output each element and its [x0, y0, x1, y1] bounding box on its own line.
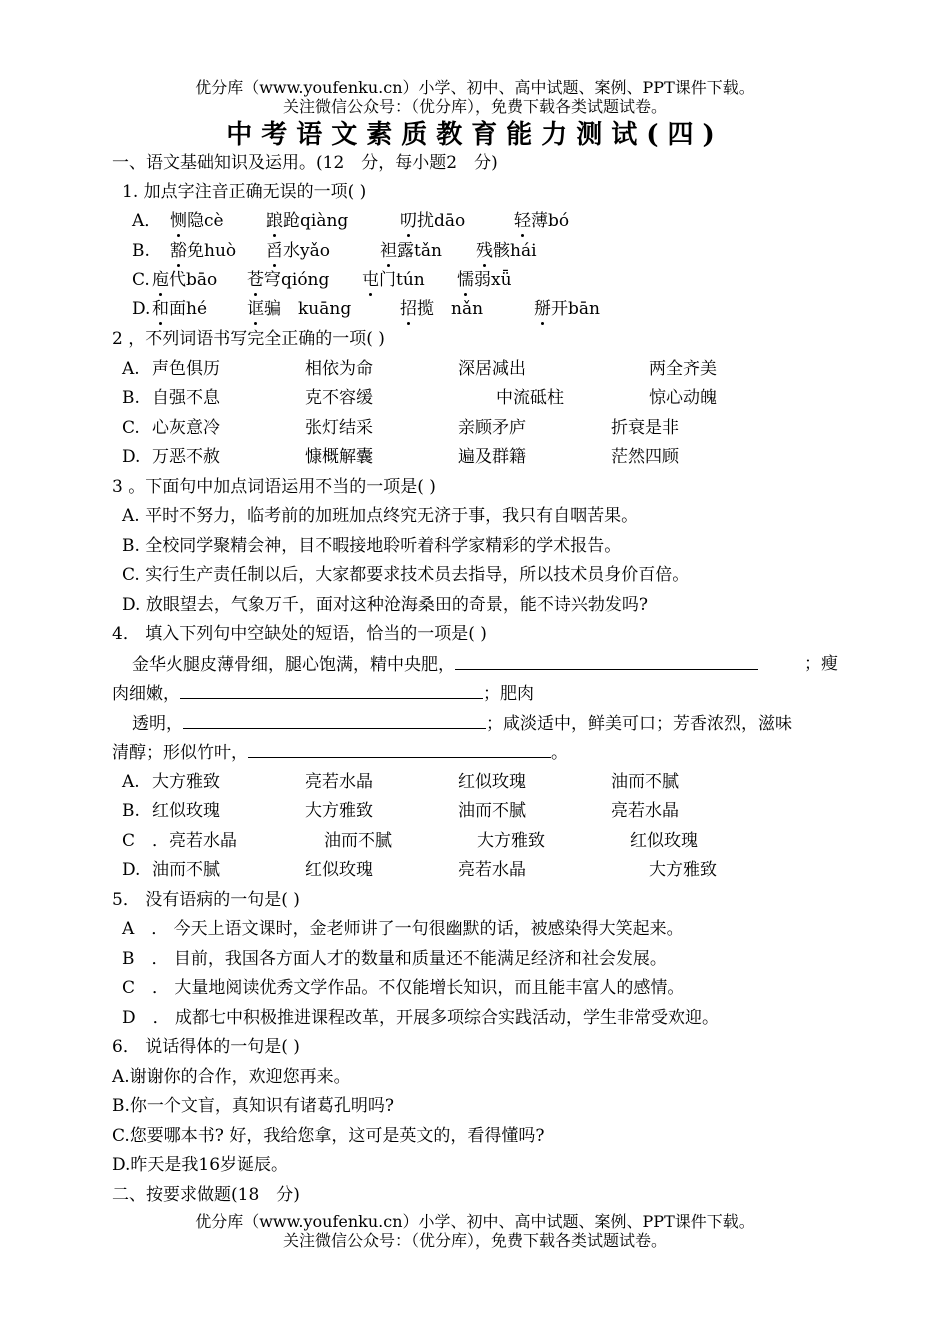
q4-blank-4[interactable] [248, 741, 551, 758]
q6-option-b: B.你一个文盲，真知识有诸葛孔明吗? [112, 1096, 395, 1116]
q3-option-d: D. 放眼望去，气象万千，面对这种沧海桑田的奇景，能不诗兴勃发吗? [122, 595, 648, 615]
q4-passage-line-4: 清醇；形似竹叶， 。 [112, 743, 568, 763]
page-title: 中考语文素质教育能力测试(四) [226, 120, 724, 150]
q4-blank-3[interactable] [183, 712, 486, 729]
q1-option-d: D. 和面hé 诓骗 kuāng 招揽 nǎn 掰开bān [132, 299, 600, 319]
q3-option-b: B. 全校同学聚精会神，目不暇接地聆听着科学家精彩的学术报告。 [122, 536, 622, 556]
q4-option-c: C ． 亮若水晶 油而不腻 大方雅致 红似玫瑰 [122, 831, 698, 851]
q5-stem: 5． 没有语病的一句是( ) [112, 890, 300, 910]
q6-option-d: D.昨天是我16岁诞辰。 [112, 1155, 289, 1175]
q4-passage-line-3: 透明， ；咸淡适中，鲜美可口；芳香浓烈，滋味 [132, 714, 792, 734]
q6-option-a: A.谢谢你的合作，欢迎您再来。 [112, 1067, 351, 1087]
q4-option-b: B. 红似玫瑰 大方雅致 油而不腻 亮若水晶 [122, 801, 679, 821]
q5-option-b: B ． 目前，我国各方面人才的数量和质量还不能满足经济和社会发展。 [122, 949, 667, 969]
q4-blank-1[interactable] [455, 653, 758, 670]
q3-option-a: A. 平时不努力，临考前的加班加点终究无济于事，我只有自咽苦果。 [122, 506, 639, 526]
q3-option-c: C. 实行生产责任制以后，大家都要求技术员去指导，所以技术员身价百倍。 [122, 565, 690, 585]
q5-option-a: A ． 今天上语文课时，金老师讲了一句很幽默的话，被感染得大笑起来。 [122, 919, 684, 939]
header-line-1: 优分库（www.youfenku.cn）小学、初中、高中试题、案例、PPT课件下载。 [195, 78, 755, 97]
q2-option-d: D. 万恶不赦 慷概解囊 遍及群籍 茫然四顾 [122, 447, 679, 467]
q6-option-c: C.您要哪本书? 好，我给您拿，这可是英文的，看得懂吗? [112, 1126, 545, 1146]
q4-passage-line-2: 肉细嫩， ；肥肉 [112, 684, 534, 704]
footer-line-2: 关注微信公众号：（优分库），免费下载各类试题试卷。 [282, 1231, 667, 1250]
q4-passage-line-1: 金华火腿皮薄骨细，腿心饱满，精中央肥， ；瘦 [132, 654, 838, 675]
q3-stem: 3 。下面句中加点词语运用不当的一项是( ) [112, 477, 436, 497]
section-1-heading: 一、语文基础知识及运用。(12 分，每小题2 分) [112, 153, 498, 173]
q4-stem: 4． 填入下列句中空缺处的短语，恰当的一项是( ) [112, 624, 487, 644]
q1-option-a: A． 恻隐cè 踉跄qiàng 叨扰dāo 轻薄bó [132, 211, 570, 231]
q4-option-d: D. 油而不腻 红似玫瑰 亮若水晶 大方雅致 [122, 860, 717, 880]
footer-line-1: 优分库（www.youfenku.cn）小学、初中、高中试题、案例、PPT课件下载。 [195, 1212, 755, 1231]
section-2-heading: 二、按要求做题(18 分) [112, 1185, 300, 1205]
q5-option-d: D ． 成都七中积极推进课程改革，开展多项综合实践活动，学生非常受欢迎。 [122, 1008, 720, 1028]
q5-option-c: C ． 大量地阅读优秀文学作品。不仅能增长知识，而且能丰富人的感情。 [122, 978, 685, 998]
q2-option-c: C. 心灰意冷 张灯结采 亲顾矛庐 折衰是非 [122, 418, 679, 438]
q1-stem: 1. 加点字注音正确无误的一项( ) [122, 182, 367, 202]
q2-option-b: B. 自强不息 克不容缓 中流砥柱 惊心动魄 [122, 388, 717, 408]
q1-option-b: B. 豁免huò 舀水yǎo 袒露tǎn 残骸hái [132, 241, 537, 261]
q1-option-c: C. 庖代bāo 苍穹qióng 屯门tún 懦弱xǖ [132, 270, 512, 290]
q4-option-a: A. 大方雅致 亮若水晶 红似玫瑰 油而不腻 [122, 772, 679, 792]
q4-blank-2[interactable] [180, 682, 483, 699]
q6-stem: 6． 说话得体的一句是( ) [112, 1037, 300, 1057]
q2-stem: 2 ，不列词语书写完全正确的一项( ) [112, 329, 385, 349]
q2-option-a: A. 声色俱历 相依为命 深居减出 两全齐美 [122, 359, 717, 379]
header-line-2: 关注微信公众号：（优分库），免费下载各类试题试卷。 [282, 97, 667, 116]
